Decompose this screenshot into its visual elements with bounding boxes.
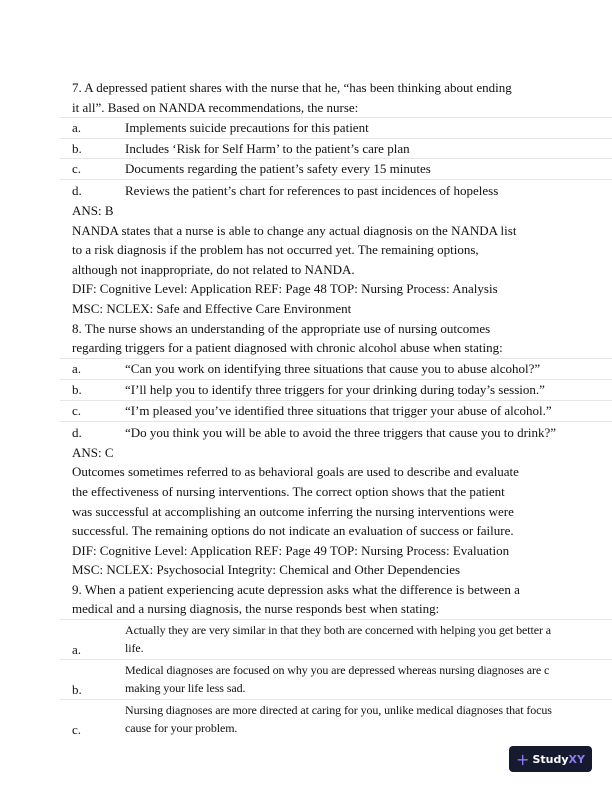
option-letter: c. [72, 402, 82, 418]
option-text: “Can you work on identifying three situations that cause you to abuse alcohol?” [125, 360, 541, 376]
option-letter: a. [72, 360, 82, 376]
option-row [60, 619, 612, 659]
plus-icon: + [516, 749, 530, 769]
option-text: Documents regarding the patient’s safety every 15 minutes [125, 161, 431, 177]
option-text [125, 661, 612, 697]
option-row [60, 699, 612, 739]
rationale-line: NANDA states that a nurse is able to change any actual diagnosis on the NANDA list [72, 222, 517, 238]
answer: ANS: C [72, 444, 114, 460]
option-row [60, 379, 612, 400]
option-row [60, 421, 612, 443]
rationale-line: was successful at accomplishing an outcome inferring the nursing interventions were [72, 503, 514, 519]
option-letter: c. [72, 161, 82, 177]
option-letter: b. [72, 381, 82, 397]
question-8-line: 8. The nurse shows an understanding of the appropriate use of nursing outcomes [72, 320, 491, 336]
msc-line: MSC: NCLEX: Psychosocial Integrity: Chemical and Other Dependencies [72, 562, 461, 578]
rationale-line: successful. The remaining options do not indicate an evaluation of success or failure. [72, 523, 514, 539]
option-text-line: Nursing diagnoses are more directed at caring for you, unlike medical diagnoses that focus [125, 703, 552, 718]
rationale-line: Outcomes sometimes referred to as behavioral goals are used to describe and evaluate [72, 464, 519, 480]
option-text-line: making your life less sad. [125, 681, 246, 696]
option-row [60, 158, 612, 179]
option-row [60, 358, 612, 379]
studyxy-logo[interactable] [509, 746, 592, 772]
rationale-line: to a risk diagnosis if the problem has not occurred yet. The remaining options, [72, 242, 479, 258]
question-9-line: 9. When a patient experiencing acute depression asks what the difference is between a [72, 581, 520, 597]
rationale-line: although not inappropriate, do not related to NANDA. [72, 261, 355, 277]
logo-text: Study [532, 752, 569, 766]
option-text-line: life. [125, 641, 144, 656]
option-text-line: cause for your problem. [125, 721, 238, 736]
option-row [60, 117, 612, 138]
question-7-line: it all”. Based on NANDA recommendations, the nurse: [72, 99, 359, 115]
option-text: Implements suicide precautions for this patient [125, 120, 369, 136]
option-row [60, 179, 612, 201]
question-9-line: medical and a nursing diagnosis, the nurse responds best when stating: [72, 601, 440, 617]
option-row [60, 659, 612, 699]
logo-text-accent: XY [568, 752, 585, 766]
rationale-line: the effectiveness of nursing interventions. The correct option shows that the patient [72, 483, 505, 499]
option-letter: a. [72, 120, 82, 136]
option-text-line: Actually they are very similar in that they both are concerned with helping you get better a [125, 623, 551, 638]
option-text [125, 621, 612, 657]
option-row [60, 138, 612, 159]
option-text: “I’ll help you to identify three triggers for your drinking during today’s session.” [125, 381, 545, 397]
option-letter: a. [72, 642, 82, 658]
option-text: Includes ‘Risk for Self Harm’ to the patient’s care plan [125, 140, 410, 156]
option-text: “I’m pleased you’ve identified three situations that trigger your abuse of alcohol.” [125, 402, 552, 418]
option-letter: d. [72, 424, 82, 440]
option-letter: b. [72, 140, 82, 156]
msc-line: MSC: NCLEX: Safe and Effective Care Environment [72, 300, 352, 316]
question-8-line: regarding triggers for a patient diagnosed with chronic alcohol abuse when stating: [72, 340, 503, 356]
option-text: Reviews the patient’s chart for references to past incidences of hopeless [125, 182, 499, 198]
difficulty-line: DIF: Cognitive Level: Application REF: Page 48 TOP: Nursing Process: Analysis [72, 281, 498, 297]
document-page [72, 78, 612, 739]
question-7-line: 7. A depressed patient shares with the nurse that he, “has been thinking about ending [72, 80, 512, 95]
option-letter: b. [72, 682, 82, 698]
option-row [60, 400, 612, 421]
option-text-line: Medical diagnoses are focused on why you are depressed whereas nursing diagnoses are c [125, 663, 550, 678]
option-letter: c. [72, 722, 82, 738]
option-text: “Do you think you will be able to avoid the three triggers that cause you to drink?” [125, 424, 557, 440]
difficulty-line: DIF: Cognitive Level: Application REF: Page 49 TOP: Nursing Process: Evaluation [72, 542, 510, 558]
answer: ANS: B [72, 202, 114, 218]
option-text [125, 701, 612, 737]
option-letter: d. [72, 182, 82, 198]
